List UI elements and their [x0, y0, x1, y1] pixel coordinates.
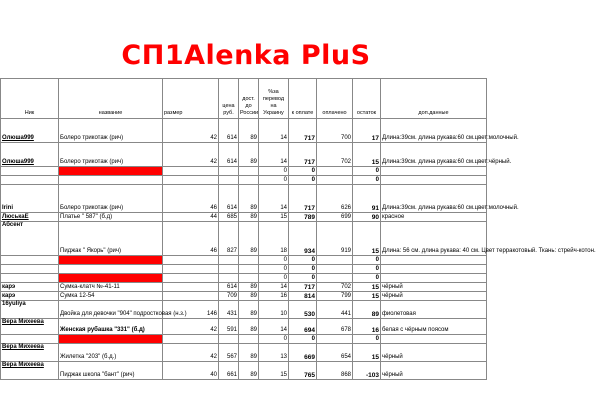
cell-balance: 0 [353, 256, 381, 265]
table-row [1, 362, 487, 380]
cell-name [59, 176, 163, 185]
page-title: СП1Alenka PluS [121, 40, 371, 71]
cell-delivery: 89 [239, 344, 259, 362]
cell-balance: 15 [353, 292, 381, 301]
cell-extra [381, 167, 487, 176]
cell-balance: 0 [353, 265, 381, 274]
cell-extra: Длина:39см. длина рукава:60 см.цвет:молочный. [381, 119, 487, 143]
cell-paid: 654 [317, 344, 353, 362]
cell-size [163, 265, 219, 274]
cell-size [163, 167, 219, 176]
cell-name: Пиджак школа "бант" (рич) [59, 362, 163, 380]
cell-pct: 14 [259, 319, 289, 335]
cell-paid [317, 176, 353, 185]
cell-pct: 14 [259, 283, 289, 292]
cell-delivery [239, 274, 259, 283]
cell-nick [1, 256, 59, 265]
cell-nick [1, 176, 59, 185]
cell-pct: 14 [259, 119, 289, 143]
cell-price: 709 [219, 292, 239, 301]
cell-nick[interactable]: карэ [1, 292, 59, 301]
cell-extra [381, 265, 487, 274]
cell-extra: Длина: 56 см. длина рукава: 40 см. Цвет терракотовый. Ткань: стрейч-котон. [381, 222, 487, 256]
cell-balance: 90 [353, 213, 381, 222]
cell-pct: 0 [259, 335, 289, 344]
cell-delivery: 89 [239, 222, 259, 256]
cell-balance: 0 [353, 274, 381, 283]
cell-name: Двойка для девочки "904" подростковая (н.з.) [59, 301, 163, 319]
cell-nick [1, 274, 59, 283]
cell-pct: 0 [259, 274, 289, 283]
cell-nick[interactable]: Вера Михеева [1, 344, 59, 362]
table-row [1, 319, 487, 335]
cell-pct: 0 [259, 265, 289, 274]
cell-price: 614 [219, 283, 239, 292]
cell-size: 42 [163, 143, 219, 167]
cell-size [163, 292, 219, 301]
cell-price [219, 335, 239, 344]
table-row [1, 167, 487, 176]
cell-pct: 0 [259, 256, 289, 265]
cell-paid: 799 [317, 292, 353, 301]
cell-nick[interactable]: Олюша999 [1, 119, 59, 143]
cell-pct: 15 [259, 362, 289, 380]
cell-name: Болеро трикотаж (рич) [59, 185, 163, 213]
cell-topay: 0 [289, 176, 317, 185]
table-row [1, 213, 487, 222]
cell-nick [1, 335, 59, 344]
table-row [1, 185, 487, 213]
cell-price: 614 [219, 143, 239, 167]
cell-delivery [239, 176, 259, 185]
table-row [1, 344, 487, 362]
cell-paid: 700 [317, 119, 353, 143]
cell-topay: 789 [289, 213, 317, 222]
header-nick: Ник [1, 79, 59, 119]
table-row [1, 274, 487, 283]
cell-size [163, 256, 219, 265]
cell-name: Жилетка "203" (б.д.) [59, 344, 163, 362]
header-extra: доп.данные [381, 79, 487, 119]
header-delivery: дост. до России [239, 79, 259, 119]
highlight-cell [59, 256, 163, 265]
cell-nick[interactable]: ЛюськаЕ [1, 213, 59, 222]
cell-pct: 16 [259, 292, 289, 301]
cell-paid: 699 [317, 213, 353, 222]
table-row [1, 119, 487, 143]
cell-paid: 702 [317, 283, 353, 292]
cell-size: 146 [163, 301, 219, 319]
cell-pct: 10 [259, 301, 289, 319]
cell-size [163, 283, 219, 292]
cell-pct: 0 [259, 176, 289, 185]
cell-balance: 91 [353, 185, 381, 213]
cell-paid: 626 [317, 185, 353, 213]
table-row [1, 301, 487, 319]
cell-pct: 15 [259, 213, 289, 222]
cell-delivery: 89 [239, 143, 259, 167]
cell-price: 827 [219, 222, 239, 256]
cell-price: 591 [219, 319, 239, 335]
cell-price: 567 [219, 344, 239, 362]
header-pct: %за перевод на Украину [259, 79, 289, 119]
cell-delivery: 89 [239, 362, 259, 380]
cell-paid: 919 [317, 222, 353, 256]
highlight-cell [59, 274, 163, 283]
cell-delivery [239, 335, 259, 344]
cell-extra: белая с чёрным поясом [381, 319, 487, 335]
cell-nick[interactable]: Олюша999 [1, 143, 59, 167]
cell-balance: 15 [353, 344, 381, 362]
cell-name: Сумка 12-54 [59, 292, 163, 301]
cell-size: 42 [163, 344, 219, 362]
cell-delivery [239, 265, 259, 274]
cell-paid: 868 [317, 362, 353, 380]
cell-balance: 0 [353, 335, 381, 344]
cell-balance: 0 [353, 167, 381, 176]
cell-nick[interactable]: 16yuliya [1, 301, 59, 319]
cell-size [163, 335, 219, 344]
cell-name: Женская рубашка "331" (б.д) [59, 319, 163, 335]
cell-extra: чёрный [381, 283, 487, 292]
table-row [1, 256, 487, 265]
cell-nick [1, 265, 59, 274]
cell-delivery: 89 [239, 301, 259, 319]
cell-pct: 14 [259, 143, 289, 167]
cell-price [219, 167, 239, 176]
cell-balance: 16 [353, 319, 381, 335]
cell-price [219, 256, 239, 265]
cell-extra: фиолетовая [381, 301, 487, 319]
cell-name [59, 265, 163, 274]
cell-delivery [239, 256, 259, 265]
cell-size [163, 274, 219, 283]
cell-topay: 717 [289, 143, 317, 167]
cell-size: 40 [163, 362, 219, 380]
cell-nick[interactable]: карэ [1, 283, 59, 292]
highlight-cell [59, 335, 163, 344]
cell-pct: 0 [259, 167, 289, 176]
cell-paid [317, 167, 353, 176]
cell-balance: 89 [353, 301, 381, 319]
cell-size: 42 [163, 119, 219, 143]
cell-price: 431 [219, 301, 239, 319]
header-topay: к оплате [289, 79, 317, 119]
cell-paid [317, 335, 353, 344]
cell-size: 42 [163, 319, 219, 335]
cell-price [219, 265, 239, 274]
cell-topay: 0 [289, 167, 317, 176]
header-paid: оплачено [317, 79, 353, 119]
cell-pct: 14 [259, 185, 289, 213]
cell-paid: 678 [317, 319, 353, 335]
cell-price [219, 274, 239, 283]
cell-topay: 669 [289, 344, 317, 362]
cell-delivery: 89 [239, 213, 259, 222]
cell-price: 614 [219, 119, 239, 143]
cell-delivery [239, 167, 259, 176]
cell-name: Сумка-клатч №-41-11 [59, 283, 163, 292]
table-row [1, 222, 487, 256]
cell-pct: 18 [259, 222, 289, 256]
highlight-cell [59, 167, 163, 176]
table-row [1, 335, 487, 344]
cell-topay: 717 [289, 283, 317, 292]
cell-balance: 17 [353, 119, 381, 143]
header-price: цена руб. [219, 79, 239, 119]
cell-size: 46 [163, 222, 219, 256]
cell-topay: 765 [289, 362, 317, 380]
cell-delivery: 89 [239, 283, 259, 292]
cell-balance: -103 [353, 362, 381, 380]
cell-topay: 0 [289, 265, 317, 274]
cell-topay: 934 [289, 222, 317, 256]
cell-extra: чёрный [381, 344, 487, 362]
cell-name: Платье " 587" (б.д) [59, 213, 163, 222]
cell-delivery: 89 [239, 319, 259, 335]
cell-size [163, 176, 219, 185]
header-name: название [59, 79, 163, 119]
cell-nick[interactable]: Вера Михеева [1, 362, 59, 380]
cell-nick[interactable]: Вера Михеева [1, 319, 59, 335]
cell-name: Болеро трикотаж (рич) [59, 143, 163, 167]
cell-price [219, 176, 239, 185]
cell-paid [317, 256, 353, 265]
cell-extra: Длина:39см. длина рукава:60 см.цвет:молочный. [381, 185, 487, 213]
cell-topay: 0 [289, 335, 317, 344]
cell-paid [317, 265, 353, 274]
cell-extra [381, 274, 487, 283]
cell-extra: чёрный [381, 292, 487, 301]
cell-extra: красное [381, 213, 487, 222]
cell-nick[interactable]: Irini [1, 185, 59, 213]
cell-extra: чёрный [381, 362, 487, 380]
cell-extra [381, 256, 487, 265]
orders-table [0, 78, 596, 380]
header-balance: остаток [353, 79, 381, 119]
cell-topay: 717 [289, 119, 317, 143]
cell-delivery: 89 [239, 119, 259, 143]
cell-topay: 530 [289, 301, 317, 319]
cell-paid: 702 [317, 143, 353, 167]
cell-name: Пиджак " Якорь" (рич) [59, 222, 163, 256]
cell-pct: 13 [259, 344, 289, 362]
cell-balance: 15 [353, 283, 381, 292]
table-row [1, 292, 487, 301]
cell-extra: Длина:39см. длина рукава:60 см.цвет:чёрный. [381, 143, 487, 167]
cell-topay: 0 [289, 256, 317, 265]
cell-name: Болеро трикотаж (рич) [59, 119, 163, 143]
cell-delivery: 89 [239, 292, 259, 301]
cell-price: 685 [219, 213, 239, 222]
cell-topay: 717 [289, 185, 317, 213]
cell-nick[interactable]: Абсент [1, 222, 59, 256]
header-row [1, 79, 487, 119]
table-row [1, 143, 487, 167]
cell-paid: 441 [317, 301, 353, 319]
cell-price: 614 [219, 185, 239, 213]
cell-size: 46 [163, 185, 219, 213]
cell-paid [317, 274, 353, 283]
header-size: размер [163, 79, 219, 119]
cell-topay: 0 [289, 274, 317, 283]
cell-extra [381, 335, 487, 344]
cell-extra [381, 176, 487, 185]
table-row [1, 283, 487, 292]
table-row [1, 176, 487, 185]
cell-price: 661 [219, 362, 239, 380]
cell-nick [1, 167, 59, 176]
cell-balance: 15 [353, 222, 381, 256]
cell-balance: 15 [353, 143, 381, 167]
cell-size: 44 [163, 213, 219, 222]
cell-topay: 814 [289, 292, 317, 301]
table-row [1, 265, 487, 274]
cell-delivery: 89 [239, 185, 259, 213]
cell-balance: 0 [353, 176, 381, 185]
cell-topay: 694 [289, 319, 317, 335]
